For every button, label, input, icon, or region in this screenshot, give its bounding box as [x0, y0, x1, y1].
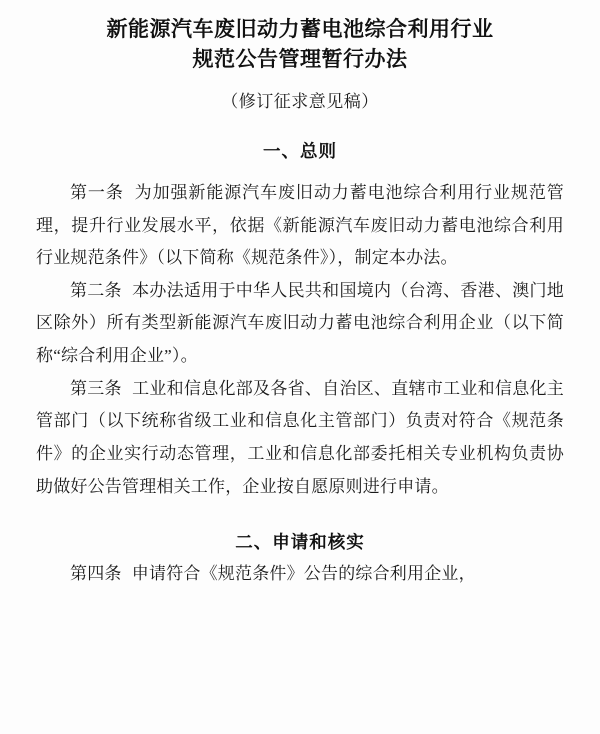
- article-3-text: 工业和信息化部及各省、自治区、直辖市工业和信息化主管部门（以下统称省级工业和信息化主管部门）负责对符合《规范条件》的企业实行动态管理，工业和信息化部委托相关专业机构负责协助做好公告管理相关工作，企业按自愿原则进行申请。: [36, 378, 564, 496]
- section-application-and-verification: [36, 529, 564, 591]
- article-2-label: 第二条: [70, 280, 122, 300]
- article-3-label: 第三条: [70, 378, 122, 398]
- article-1-text: 为加强新能源汽车废旧动力蓄电池综合利用行业规范管理，提升行业发展水平，依据《新能源汽车废旧动力蓄电池综合利用行业规范条件》（以下简称《规范条件》），制定本办法。: [36, 182, 564, 268]
- article-3-paragraph: [36, 373, 564, 504]
- article-2-text: 本办法适用于中华人民共和国境内（台湾、香港、澳门地区除外）所有类型新能源汽车废旧动力蓄电池综合利用企业（以下简称“综合利用企业”）。: [36, 280, 564, 365]
- article-4-label: 第四条: [70, 564, 122, 584]
- section-general-provisions: [36, 138, 564, 503]
- article-4-paragraph: [36, 558, 564, 591]
- article-4-text: 申请符合《规范条件》公告的综合利用企业，: [131, 564, 476, 584]
- document-title-line-2: 规范公告管理暂行办法: [192, 47, 408, 72]
- section-heading-general-provisions: 一、总则: [263, 140, 337, 161]
- document-subtitle: （修订征求意见稿）: [221, 91, 379, 111]
- article-1-label: 第一条: [70, 182, 124, 202]
- article-1-paragraph: [36, 177, 564, 275]
- article-2-paragraph: [36, 275, 564, 373]
- document-title: [36, 14, 564, 75]
- document-title-line-1: 新能源汽车废旧动力蓄电池综合利用行业: [106, 17, 494, 41]
- section-heading-application-and-verification: 二、申请和核实: [235, 532, 365, 553]
